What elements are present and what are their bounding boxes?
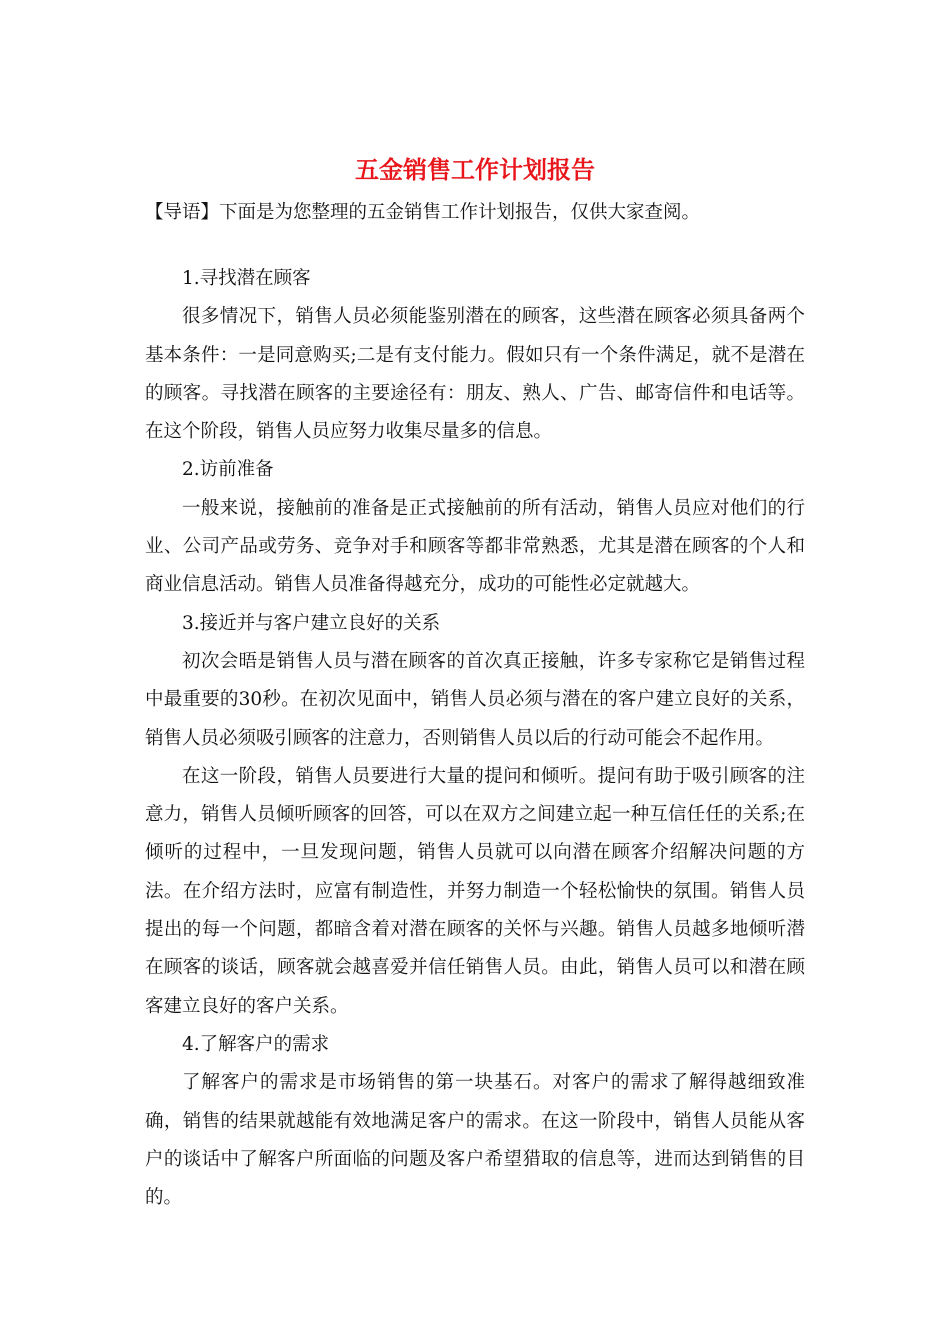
document-body <box>145 260 805 1217</box>
section-1-paragraph: 很多情况下，销售人员必须能鉴别潜在的顾客，这些潜在顾客必须具备两个基本条件：一是同意购买;二是有支付能力。假如只有一个条件满足，就不是潜在的顾客。寻找潜在顾客的主要途径有：朋友、熟人、广告、邮寄信件和电话等。在这个阶段，销售人员应努力收集尽量多的信息。 <box>145 306 805 443</box>
section-heading-4: 4.了解客户的需求 <box>182 1033 330 1055</box>
section-2-paragraph: 一般来说，接触前的准备是正式接触前的所有活动，销售人员应对他们的行业、公司产品或劳务、竞争对手和顾客等都非常熟悉，尤其是潜在顾客的个人和商业信息活动。销售人员准备得越充分，成功的可能性必定就越大。 <box>145 497 805 596</box>
section-4-paragraph: 了解客户的需求是市场销售的第一块基石。对客户的需求了解得越细致准确，销售的结果就越能有效地满足客户的需求。在这一阶段中，销售人员能从客户的谈话中了解客户所面临的问题及客户希望猎取的信息等，进而达到销售的目的。 <box>145 1072 805 1209</box>
section-3-paragraph-1: 初次会晤是销售人员与潜在顾客的首次真正接触，许多专家称它是销售过程中最重要的30秒。在初次见面中，销售人员必须与潜在的客户建立良好的关系，销售人员必须吸引顾客的注意力，否则销售人员以后的行动可能会不起作用。 <box>145 650 805 749</box>
section-heading-1: 1.寻找潜在顾客 <box>182 268 311 289</box>
document-title: 五金销售工作计划报告 <box>355 155 595 184</box>
section-3-paragraph-2: 在这一阶段，销售人员要进行大量的提问和倾听。提问有助于吸引顾客的注意力，销售人员倾听顾客的回答，可以在双方之间建立起一种互信任任的关系;在倾听的过程中，一旦发现问题，销售人员就可以向潜在顾客介绍解决问题的方法。在介绍方法时，应富有制造性，并努力制造一个轻松愉快的氛围。销售人员提出的每一个问题，都暗含着对潜在顾客的关怀与兴趣。销售人员越多地倾听潜在顾客的谈话，顾客就会越喜爱并信任销售人员。由此，销售人员可以和潜在顾客建立良好的客户关系。 <box>145 765 805 1017</box>
intro-paragraph: 【导语】下面是为您整理的五金销售工作计划报告，仅供大家查阅。 <box>145 202 701 223</box>
section-heading-2: 2.访前准备 <box>182 459 274 481</box>
section-heading-3: 3.接近并与客户建立良好的关系 <box>182 612 441 634</box>
